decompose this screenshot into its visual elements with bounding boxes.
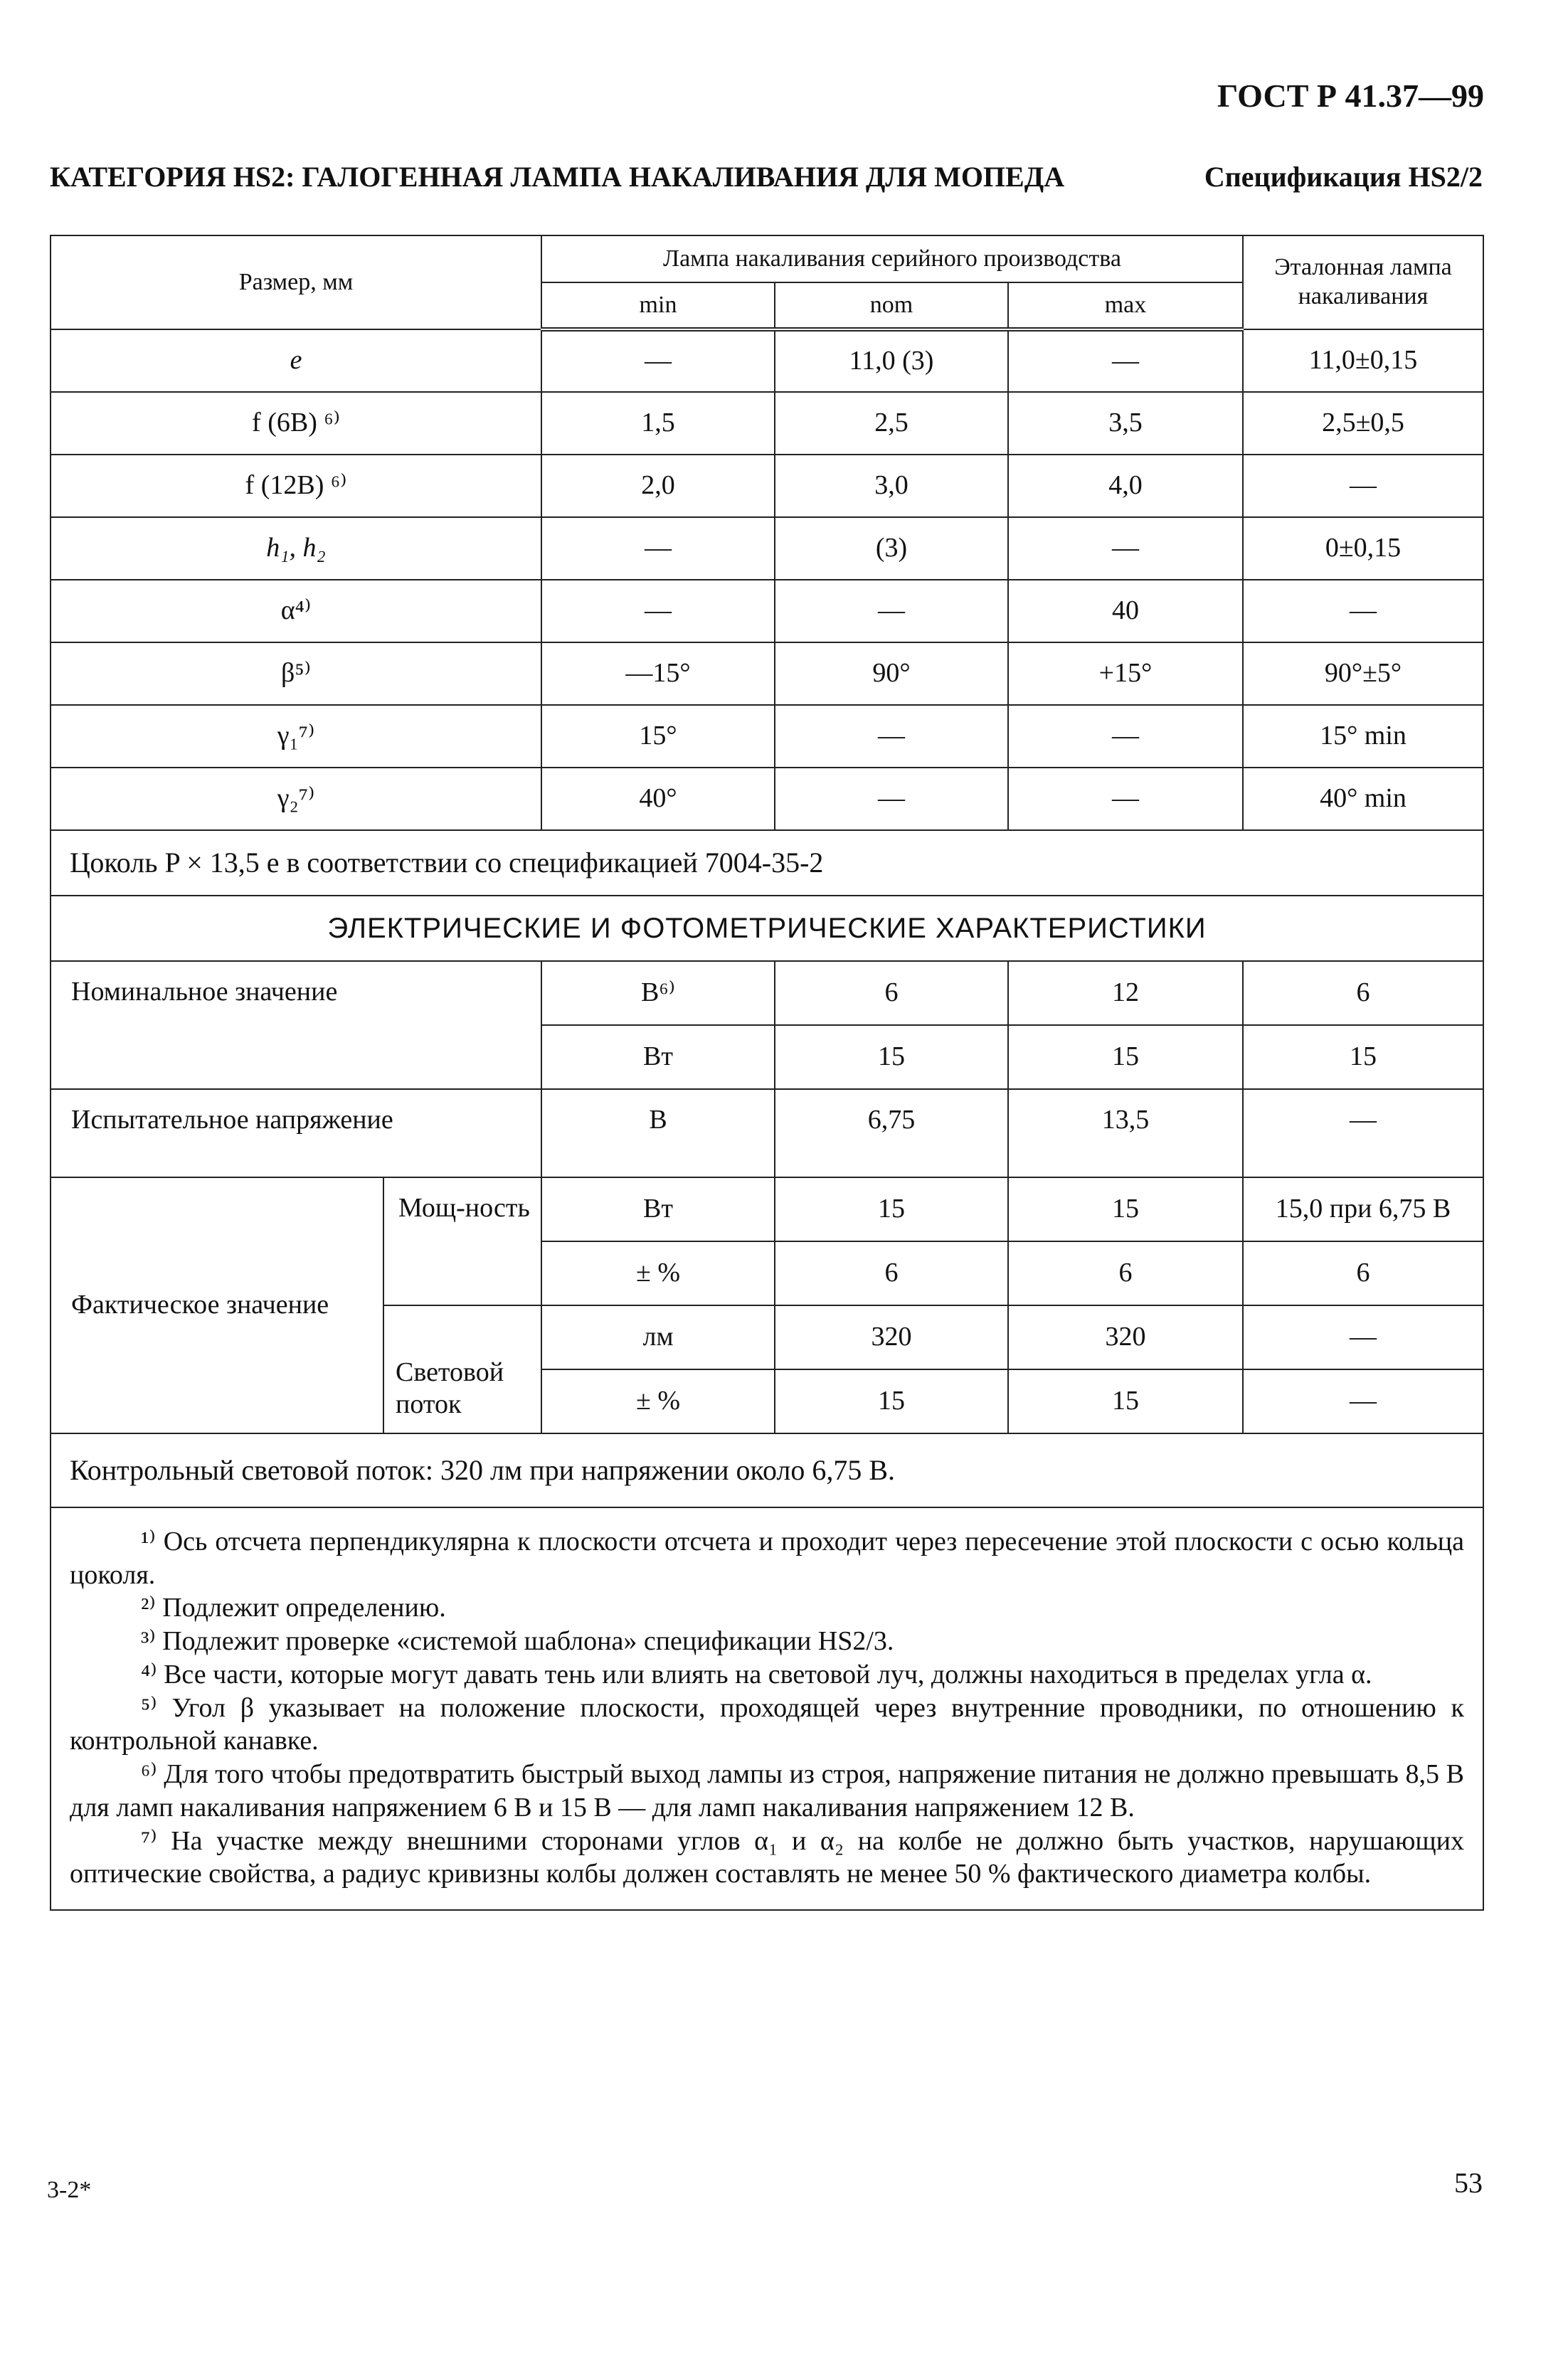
table-header-row xyxy=(51,235,1483,282)
footnote: ⁵⁾ Угол β указывает на положение плоскости, проходящей через внутренние проводники, по отношению к контрольной канавке. xyxy=(70,1692,1464,1756)
test-label: Испытательное напряжение xyxy=(51,1089,541,1177)
cell-v1: 6,75 xyxy=(775,1089,1008,1177)
cell-ref: 2,5±0,5 xyxy=(1243,392,1483,455)
cell-min: 15° xyxy=(541,705,775,768)
cell-v2: 6 xyxy=(1008,1241,1243,1305)
cell-nom: — xyxy=(775,580,1008,642)
footnote: ³⁾ Подлежит проверке «системой шаблона» спецификации HS2/3. xyxy=(141,1626,894,1657)
cell-min: 2,0 xyxy=(541,455,775,517)
cell-ref: 40° min xyxy=(1243,768,1483,830)
cell-nom: (3) xyxy=(775,517,1008,580)
cell-min: — xyxy=(541,580,775,642)
cell-max: — xyxy=(1008,768,1243,830)
notes-row xyxy=(51,1507,1483,1910)
cell-min: 1,5 xyxy=(541,392,775,455)
cell-ref: — xyxy=(1243,1089,1483,1177)
cell-unit: ± % xyxy=(541,1241,775,1305)
control-flux: Контрольный световой поток: 320 лм при напряжении около 6,75 В. xyxy=(51,1433,1483,1507)
power-label: Мощ-ность xyxy=(383,1177,541,1305)
cell-v1: 320 xyxy=(775,1305,1008,1369)
cell-min: — xyxy=(541,517,775,580)
cell-nom: — xyxy=(775,768,1008,830)
col-max-header: max xyxy=(1008,282,1243,329)
table-row xyxy=(51,1177,1483,1241)
category-title: КАТЕГОРИЯ HS2: ГАЛОГЕННАЯ ЛАМПА НАКАЛИВАНИЯ ДЛЯ МОПЕДА xyxy=(50,161,1065,193)
cell-v1: 15 xyxy=(775,1025,1008,1089)
cell-max: +15° xyxy=(1008,642,1243,705)
cell-min: 40° xyxy=(541,768,775,830)
cell-unit: лм xyxy=(541,1305,775,1369)
cell-ref: 15 xyxy=(1243,1025,1483,1089)
actual-label: Фактическое значение xyxy=(51,1177,383,1433)
cell-v2: 15 xyxy=(1008,1025,1243,1089)
table-row xyxy=(51,642,1483,705)
row-label: γ₁⁷⁾ xyxy=(51,705,541,768)
cell-unit: Вт xyxy=(541,1177,775,1241)
table-row xyxy=(51,329,1483,392)
cell-ref: 6 xyxy=(1243,1241,1483,1305)
control-flux-row xyxy=(51,1433,1483,1507)
cell-ref: 0±0,15 xyxy=(1243,517,1483,580)
footnote: ⁶⁾ Для того чтобы предотвратить быстрый выход лампы из строя, напряжение питания не должно превышать 8,5 В для ламп накаливания напряжением 6 В и 15 В — для ламп накаливания напряжением 12 В. xyxy=(70,1759,1464,1823)
table-row xyxy=(51,961,1483,1025)
cell-ref: — xyxy=(1243,455,1483,517)
cell-unit: В⁶⁾ xyxy=(541,961,775,1025)
table-row xyxy=(51,392,1483,455)
row-label: h₁, h₂ xyxy=(51,517,541,580)
row-label: α⁴⁾ xyxy=(51,580,541,642)
cell-nom: 90° xyxy=(775,642,1008,705)
flux-label: Световой поток xyxy=(383,1305,541,1433)
cell-v1: 15 xyxy=(775,1177,1008,1241)
standard-code: ГОСТ Р 41.37—99 xyxy=(1217,78,1484,114)
section-title: ЭЛЕКТРИЧЕСКИЕ И ФОТОМЕТРИЧЕСКИЕ ХАРАКТЕРИСТИКИ xyxy=(51,896,1483,961)
cell-nom: 3,0 xyxy=(775,455,1008,517)
table-row xyxy=(51,705,1483,768)
row-label: f (12В) ⁶⁾ xyxy=(51,455,541,517)
col-size-header: Размер, мм xyxy=(51,235,541,329)
footnote: ²⁾ Подлежит определению. xyxy=(141,1593,446,1623)
cell-ref: — xyxy=(1243,1305,1483,1369)
footer-code: 3-2* xyxy=(47,2177,92,2203)
cell-unit: ± % xyxy=(541,1369,775,1433)
row-label: e xyxy=(51,329,541,392)
table-row xyxy=(51,580,1483,642)
nominal-label: Номинальное значение xyxy=(51,961,541,1089)
spec-title: Спецификация HS2/2 xyxy=(1204,161,1483,193)
page-number: 53 xyxy=(1454,2167,1483,2199)
cell-ref: 90°±5° xyxy=(1243,642,1483,705)
cell-v2: 15 xyxy=(1008,1369,1243,1433)
col-nom-header: nom xyxy=(775,282,1008,329)
row-label: β⁵⁾ xyxy=(51,642,541,705)
cell-max: 4,0 xyxy=(1008,455,1243,517)
base-row xyxy=(51,830,1483,896)
cell-v2: 12 xyxy=(1008,961,1243,1025)
table-row xyxy=(51,517,1483,580)
col-ref-header: Эталонная лампа накаливания xyxy=(1243,235,1483,329)
cell-nom: — xyxy=(775,705,1008,768)
cell-v2: 13,5 xyxy=(1008,1089,1243,1177)
cell-max: — xyxy=(1008,705,1243,768)
cell-ref: — xyxy=(1243,1369,1483,1433)
cell-max: — xyxy=(1008,517,1243,580)
col-serial-header: Лампа накаливания серийного производства xyxy=(541,235,1243,282)
cell-ref: 15° min xyxy=(1243,705,1483,768)
cell-v1: 6 xyxy=(775,961,1008,1025)
row-label: γ₂⁷⁾ xyxy=(51,768,541,830)
cell-ref: — xyxy=(1243,580,1483,642)
base-note: Цоколь P × 13,5 e в соответствии со спецификацией 7004-35-2 xyxy=(51,830,1483,896)
cell-ref: 6 xyxy=(1243,961,1483,1025)
cell-max: 3,5 xyxy=(1008,392,1243,455)
cell-max: 40 xyxy=(1008,580,1243,642)
cell-unit: Вт xyxy=(541,1025,775,1089)
cell-nom: 11,0 (3) xyxy=(775,329,1008,392)
footnote: ⁷⁾ На участке между внешними сторонами углов α₁ и α₂ на колбе не должно быть участков, нарушающих оптические свойства, а радиус кривизны колбы должен составлять не менее 50 % фактического диаметра колбы. xyxy=(70,1825,1464,1889)
table-row xyxy=(51,768,1483,830)
cell-min: — xyxy=(541,329,775,392)
row-label: f (6В) ⁶⁾ xyxy=(51,392,541,455)
table-row xyxy=(51,455,1483,517)
cell-nom: 2,5 xyxy=(775,392,1008,455)
col-min-header: min xyxy=(541,282,775,329)
cell-min: —15° xyxy=(541,642,775,705)
footnotes xyxy=(51,1507,1483,1910)
cell-ref: 11,0±0,15 xyxy=(1243,329,1483,392)
cell-max: — xyxy=(1008,329,1243,392)
cell-unit: В xyxy=(541,1089,775,1177)
cell-v1: 6 xyxy=(775,1241,1008,1305)
cell-v2: 320 xyxy=(1008,1305,1243,1369)
cell-v2: 15 xyxy=(1008,1177,1243,1241)
cell-ref: 15,0 при 6,75 В xyxy=(1243,1177,1483,1241)
spec-table xyxy=(50,235,1484,1911)
footnote: ⁴⁾ Все части, которые могут давать тень или влиять на световой луч, должны находиться в пределах угла α. xyxy=(141,1659,1372,1689)
table-row xyxy=(51,1089,1483,1177)
section-row xyxy=(51,896,1483,961)
cell-v1: 15 xyxy=(775,1369,1008,1433)
footnote: ¹⁾ Ось отсчета перпендикулярна к плоскости отсчета и проходит через пересечение этой плоскости с осью кольца цоколя. xyxy=(70,1527,1464,1590)
